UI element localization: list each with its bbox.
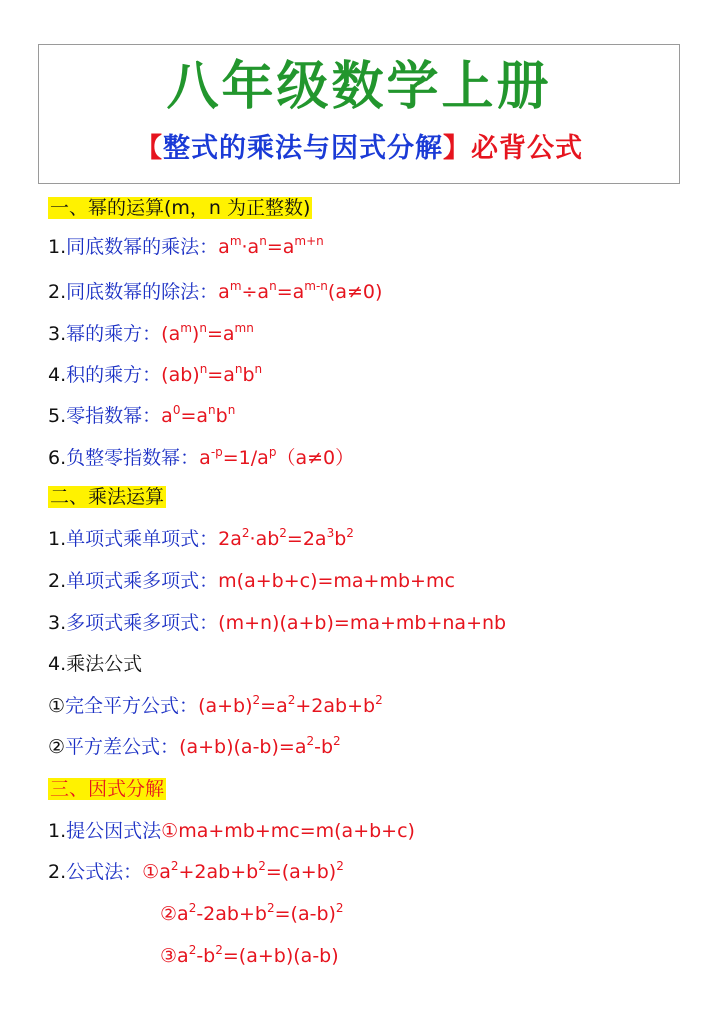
formula-name: 负整零指数幂： [66,447,200,469]
formula: ①ma+mb+mc=m(a+b+c) [161,820,415,842]
subtitle-close-bracket: 】 [443,133,471,164]
item-number: 3. [48,612,67,634]
formula-line [48,398,235,434]
item-number: ① [48,695,66,717]
formula: $2a^2\cdot ab^2=2a^3b^2$ [218,526,354,550]
subtitle-suffix: 必背公式 [471,133,583,164]
item-number: 5. [48,405,67,427]
formula: $(a+b)(a-b)=a^2-b^2$ [179,734,341,758]
formula-line [160,896,344,932]
formula-name: 公式法： [66,861,143,883]
formula: $a^{-p}=1/a^p(a\ne 0)$ [199,445,355,469]
formula-name: 幂的乘方： [66,323,162,345]
title-box [38,44,680,184]
formula-name: 同底数幂的乘法： [66,236,219,258]
formula-line [48,316,254,352]
section-heading-multiplication [48,479,166,515]
item-number: 3. [48,323,67,345]
formula: $a^m\cdot a^n=a^{m+n}$ [218,234,324,258]
formula-name: 完全平方公式： [65,695,199,717]
formula-name: 多项式乘多项式： [66,612,219,634]
formula-name: 同底数幂的除法： [66,281,219,303]
section-heading-label: 三、因式分解 [50,778,165,800]
formula-line [48,440,354,476]
item-number: 6. [48,447,67,469]
subheading-label: 4.乘法公式 [48,653,143,675]
formula: (m+n)(a+b)=ma+mb+na+nb [218,612,507,634]
formula-name: 平方差公式： [65,736,180,758]
subheading-multiplication-formulas [48,646,142,682]
formula: $③a^2-b^2=(a+b)(a-b)$ [160,943,339,967]
section-heading-label: 一、幂的运算(m，n 为正整数) [50,197,311,219]
formula-name: 单项式乘单项式： [66,528,219,550]
formula-line [48,229,324,265]
formula: $(ab)^n=a^nb^n$ [161,362,263,386]
item-number: 4. [48,364,67,386]
item-number: ② [48,736,66,758]
formula-name: 单项式乘多项式： [66,570,219,592]
formula: m(a+b+c)=ma+mb+mc [218,570,455,592]
formula-line [48,688,383,724]
subtitle-open-bracket: 【 [135,133,163,164]
formula-line [48,521,354,557]
formula: $a^m\div a^n=a^{m-n}(a\ne 0)$ [218,279,383,303]
formula-line [48,854,344,890]
formula-line [48,605,506,641]
page-title: 八年级数学上册 [166,57,552,117]
section-heading-factorization [48,771,166,807]
formula-line [160,938,339,974]
formula-line [48,274,382,310]
formula: $①a^2+2ab+b^2=(a+b)^2$ [142,859,344,883]
formula: $(a^m)^n=a^{mn}$ [161,321,254,345]
section-heading-label: 二、乘法运算 [50,486,165,508]
formula-line [48,729,341,765]
formula: $②a^2-2ab+b^2=(a-b)^2$ [160,901,344,925]
formula-line [48,563,455,599]
item-number: 2. [48,861,67,883]
item-number: 1. [48,236,67,258]
formula: $a^0=a^nb^n$ [161,403,236,427]
formula: $(a+b)^2=a^2+2ab+b^2$ [198,693,383,717]
item-number: 1. [48,528,67,550]
item-number: 2. [48,570,67,592]
subtitle-topic: 整式的乘法与因式分解 [163,133,443,164]
formula-line [48,357,262,393]
item-number: 2. [48,281,67,303]
page-subtitle [39,131,679,167]
section-heading-power-operations [48,190,312,226]
formula-name: 提公因式法 [66,820,162,842]
formula-name: 积的乘方： [66,364,162,386]
formula-line [48,813,415,849]
item-number: 1. [48,820,67,842]
formula-name: 零指数幂： [66,405,162,427]
